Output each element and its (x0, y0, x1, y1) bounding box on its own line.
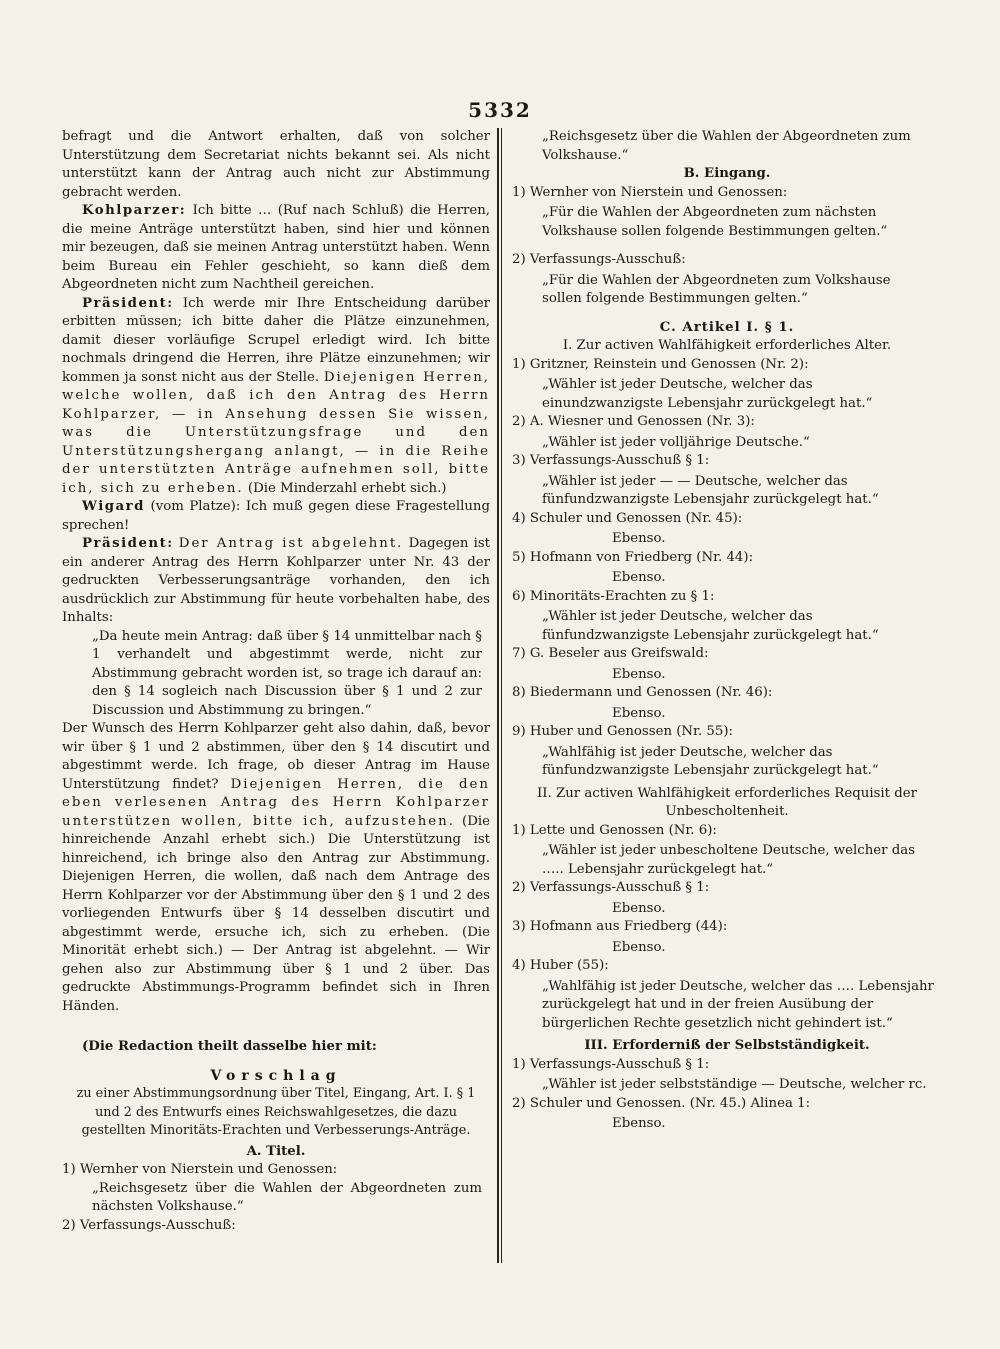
section-b-item-1: 1) Wernher von Nierstein und Genossen: (512, 184, 788, 200)
c3-item-1-quote: „Wähler ist jeder selbstständige — Deutsche, welcher rc. (542, 1077, 927, 1092)
section-c-heading: C. Artikel I. § 1. (659, 319, 795, 335)
speaker-name: Wigard (82, 499, 145, 514)
section-b-item-2-quote: „Für die Wahlen der Abgeordneten zum Volkshause sollen folgende Bestimmungen gelten.“ (542, 272, 891, 306)
vote-text-tail: (Die hinreichende Anzahl erhebt sich.) Die Unterstützung ist hinreichend, ich bringe also den Antrag zur Abstimmung. Diejenigen Herren, die wollen, daß nach dem Antrage des Herrn Kohlparzer vor der Abstimmung über den § 1 und 2 des vorliegenden Entwurfs über § 14 desselben discutirt und abgestimmt werde, ersuche ich, sich zu erheben. (Die Minorität erhebt sich.) — Der Antrag ist abgelehnt. — Wir gehen also zur Abstimmung über § 1 und 2 über. Das gedruckte Abstimmungs-Programm befindet sich in Ihren Händen. (62, 813, 490, 1014)
column-divider (497, 128, 502, 1263)
c1-item-1: 1) Gritzner, Reinstein und Genossen (Nr. 2): (512, 356, 809, 372)
section-a-item-1-quote: „Reichsgesetz über die Wahlen der Abgeordneten zum nächsten Volkshause.“ (92, 1180, 482, 1214)
c2-item-4-quote: „Wahlfähig ist jeder Deutsche, welcher das …. Lebensjahr zurückgelegt hat und in der freien Ausübung der bürgerlichen Rechte gesetzlich nicht gehindert ist.“ (542, 978, 934, 1031)
section-c-sub-1: I. Zur activen Wahlfähigkeit erforderliches Alter. (562, 338, 892, 353)
c1-item-7: 7) G. Beseler aus Greifswald: (512, 646, 709, 661)
proposal-subtitle: zu einer Abstimmungsordnung über Titel, Eingang, Art. I. § 1 und 2 des Entwurfs eines Reichswahlgesetzes, die dazu gestellten Minoritäts-Erachten und Verbesserungs-Anträge. (76, 1086, 476, 1138)
section-a-item-2-quote: „Reichsgesetz über die Wahlen der Abgeordneten zum Volkshause.“ (542, 129, 911, 163)
right-column (512, 128, 942, 1134)
c2-item-1-quote: „Wähler ist jeder unbescholtene Deutsche, welcher das ….. Lebensjahr zurückgelegt hat.“ (542, 843, 916, 877)
c1-item-9-quote: „Wahlfähig ist jeder Deutsche, welcher das fünfundzwanzigste Lebensjahr zurückgelegt hat.“ (542, 744, 879, 778)
c1-item-4-quote: Ebenso. (612, 531, 666, 546)
vote-text-spaced: Diejenigen Herren, die den eben verlesenen Antrag des Herrn Kohlparzer unterstützen wollen, bitte ich, aufzustehen. (62, 776, 490, 829)
proposal-title: Vorschlag (210, 1067, 342, 1084)
speaker-name: Präsident: (82, 295, 174, 311)
redaction-intro: (Die Redaction theilt dasselbe hier mit: (82, 1039, 377, 1054)
section-a-item-1: 1) Wernher von Nierstein und Genossen: (62, 1162, 338, 1177)
c2-item-2: 2) Verfassungs-Ausschuß § 1: (512, 880, 710, 895)
left-column (62, 128, 490, 1235)
section-a-heading: A. Titel. (246, 1143, 306, 1159)
c1-item-3: 3) Verfassungs-Ausschuß § 1: (512, 453, 710, 468)
section-a-item-2: 2) Verfassungs-Ausschuß: (62, 1217, 236, 1233)
speech-text: (vom Platze): Ich muß gegen diese Fragestellung sprechen! (62, 499, 490, 533)
paragraph-continuation: befragt und die Antwort erhalten, daß von solcher Unterstützung dem Secretariat nichts bekannt sei. Als nicht unterstützt kann der Antrag auch nicht zur Abstimmung gebracht werden. (62, 129, 490, 200)
c1-item-5-quote: Ebenso. (612, 570, 666, 585)
c1-item-3-quote: „Wähler ist jeder — — Deutsche, welcher das fünfundzwanzigste Lebensjahr zurückgelegt hat.“ (542, 473, 879, 507)
c1-item-1-quote: „Wähler ist jeder Deutsche, welcher das einundzwanzigste Lebensjahr zurückgelegt hat.“ (542, 377, 873, 411)
c1-item-7-quote: Ebenso. (612, 666, 666, 682)
c3-item-2-quote: Ebenso. (612, 1116, 666, 1131)
c1-item-5: 5) Hofmann von Friedberg (Nr. 44): (512, 549, 754, 565)
c1-item-2-quote: „Wähler ist jeder volljährige Deutsche.“ (542, 434, 810, 450)
quoted-motion: „Da heute mein Antrag: daß über § 14 unmittelbar nach § 1 verhandelt und abgestimmt werde, nicht zur Abstimmung gebracht worden ist, so trage ich darauf an: den § 14 sogleich nach Discussion über § 1 und 2 zur Discussion und Abstimmung zu bringen.“ (92, 628, 482, 718)
c3-item-1: 1) Verfassungs-Ausschuß § 1: (512, 1056, 710, 1072)
speaker-name: Kohlparzer: (82, 203, 187, 218)
c2-item-2-quote: Ebenso. (612, 900, 666, 916)
c2-item-3-quote: Ebenso. (612, 939, 666, 955)
c1-item-6: 6) Minoritäts-Erachten zu § 1: (512, 588, 715, 604)
c1-item-2: 2) A. Wiesner und Genossen (Nr. 3): (512, 414, 755, 429)
section-c-sub-3: III. Erforderniß der Selbstständigkeit. (584, 1038, 870, 1053)
c2-item-3: 3) Hofmann aus Friedberg (44): (512, 919, 728, 934)
section-c-sub-2: II. Zur activen Wahlfähigkeit erforderliches Requisit der Unbescholtenheit. (537, 785, 917, 819)
vote-text: Der Wunsch des Herrn Kohlparzer geht also dahin, daß, bevor wir über § 1 und 2 abstimmen, über den § 14 discutirt und abgestimmt werde. Ich frage, ob dieser Antrag im Hause Unterstützung findet? (62, 721, 490, 792)
c3-item-2: 2) Schuler und Genossen. (Nr. 45.) Alinea 1: (512, 1095, 811, 1111)
speech-text: Ich bitte … (Ruf nach Schluß) die Herren, die meine Anträge unterstützt haben, sind hier und können mir bezeugen, daß sie meinen Antrag unterstützt haben. Wenn beim Bureau ein Fehler geschieht, so kann dieß dem Abgeordneten nicht zum Nachtheil gereichen. (62, 203, 490, 292)
speech-text-spaced: Diejenigen Herren, welche wollen, daß ich den Antrag des Herrn Kohlparzer, — in Ansehung dessen Sie wissen, was die Unterstützungsfrage und den Unterstützungshergang anlangt, — in die Reihe der unterstützten Anträge aufnehmen soll, bitte ich, sich zu erheben. (62, 369, 490, 496)
c1-item-6-quote: „Wähler ist jeder Deutsche, welcher das fünfundzwanzigste Lebensjahr zurückgelegt hat.“ (542, 609, 879, 643)
speaker-name: Präsident: (82, 536, 174, 551)
c2-item-1: 1) Lette und Genossen (Nr. 6): (512, 822, 717, 838)
speech-president-2 (62, 535, 490, 628)
paragraph-vote (62, 720, 490, 1016)
speech-kohlparzer (62, 202, 490, 295)
c2-item-4: 4) Huber (55): (512, 958, 609, 973)
section-b-item-2: 2) Verfassungs-Ausschuß: (512, 252, 686, 267)
speech-wigard (62, 498, 490, 535)
speech-text-spaced: Der Antrag ist abgelehnt. (178, 536, 404, 551)
section-b-item-1-quote: „Für die Wahlen der Abgeordneten zum nächsten Volkshause sollen folgende Bestimmungen gelten.“ (542, 205, 888, 239)
speech-note: (Die Minderzahl erhebt sich.) (247, 480, 447, 496)
c1-item-8-quote: Ebenso. (612, 705, 666, 721)
speech-president-1 (62, 295, 490, 499)
speech-text: Dagegen ist ein anderer Antrag des Herrn Kohlparzer unter Nr. 43 der gedruckten Verbesserungsanträge vorhanden, den ich ausdrücklich zur Abstimmung für heute vorbehalten habe, des Inhalts: (62, 536, 491, 625)
c1-item-8: 8) Biedermann und Genossen (Nr. 46): (512, 685, 773, 700)
page-number: 5332 (468, 98, 532, 122)
c1-item-9: 9) Huber und Genossen (Nr. 55): (512, 724, 733, 739)
section-b-heading: B. Eingang. (683, 166, 771, 181)
speech-text: Ich werde mir Ihre Entscheidung darüber erbitten müssen; ich bitte daher die Plätze einzunehmen, damit dieser vorläufige Scrupel erledigt wird. Ich bitte nochmals dringend die Herren, ihre Plätze einzunehmen; wir kommen ja sonst nicht aus der Stelle. (62, 295, 490, 385)
c1-item-4: 4) Schuler und Genossen (Nr. 45): (512, 510, 743, 526)
